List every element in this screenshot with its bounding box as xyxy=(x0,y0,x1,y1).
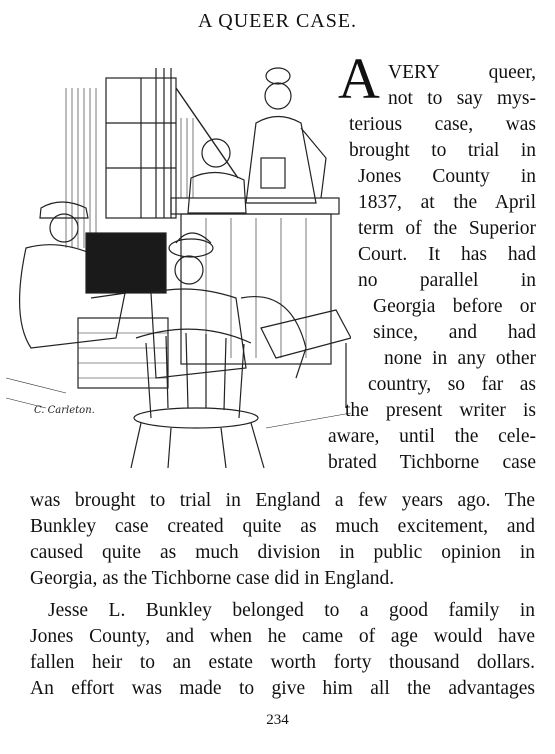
text-line: brought to trial in xyxy=(349,140,536,161)
text-line: no parallel in xyxy=(358,270,536,291)
judges-bench xyxy=(171,198,339,364)
writing-clerk-figure xyxy=(20,202,168,388)
text-line: Bunkley case created quite as much excitement, and xyxy=(30,516,535,537)
text-line: VERY queer, xyxy=(388,62,536,83)
chapter-title: A QUEER CASE. xyxy=(197,10,358,32)
text-line: Georgia, as the Tichborne case did in England. xyxy=(30,568,395,589)
text-line: An effort was made to give him all the advantages xyxy=(30,678,535,699)
text-line: country, so far as xyxy=(368,374,536,395)
page-number: 234 xyxy=(266,712,289,728)
text-line: aware, until the cele- xyxy=(328,426,536,447)
text-line: 1837, at the April xyxy=(358,192,536,213)
pointer-stick xyxy=(176,88,238,178)
text-line: since, and had xyxy=(373,322,536,343)
text-line: term of the Superior xyxy=(358,218,536,239)
text-line: was brought to trial in England a few years ago. The xyxy=(30,490,535,511)
text-line: terious case, was xyxy=(349,114,536,135)
text-line: brated Tichborne case xyxy=(328,452,536,473)
windsor-chair xyxy=(131,329,264,468)
window-drawing xyxy=(106,68,176,218)
text-line: Georgia before or xyxy=(373,296,536,317)
text-line: Jones County, and when he came of age would have xyxy=(30,626,535,647)
floor-lines xyxy=(6,378,351,428)
text-line: fallen heir to an estate worth forty thousand dollars. xyxy=(30,652,535,673)
standing-woman-figure xyxy=(246,68,326,203)
text-line: Court. It has had xyxy=(358,244,536,265)
text-line: Jesse L. Bunkley belonged to a good family in xyxy=(48,600,535,621)
drop-cap: A xyxy=(338,46,380,111)
text-line: Jones County in xyxy=(358,166,536,187)
text-line: the present writer is xyxy=(345,400,536,421)
courtroom-illustration xyxy=(6,48,351,468)
text-line: not to say mys- xyxy=(388,88,536,109)
text-line: caused quite as much division in public opinion in xyxy=(30,542,535,563)
shadow-area xyxy=(86,233,166,293)
artist-signature: C. Carleton. xyxy=(34,405,95,416)
text-line: none in any other xyxy=(384,348,536,369)
